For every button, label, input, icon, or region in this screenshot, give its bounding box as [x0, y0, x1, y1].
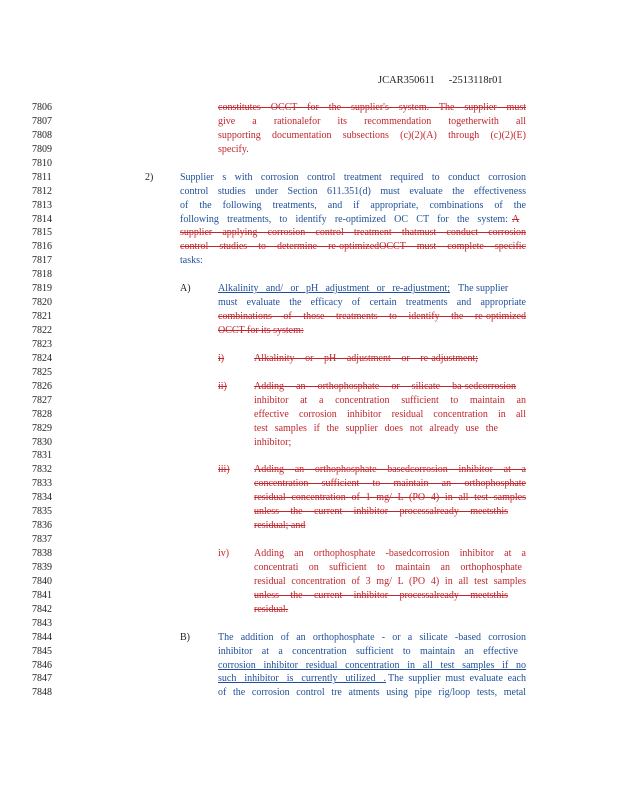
changed-text: inhibitor; [254, 436, 292, 448]
line-7807 [0, 115, 618, 129]
deleted-text: control studies to determine re-optimizedOCCT must complete specific [180, 241, 526, 253]
line-number: 7821 [32, 311, 52, 323]
line-number: 7841 [32, 589, 52, 601]
line-number: 7836 [32, 520, 52, 532]
line-7808 [0, 129, 618, 143]
deleted-text: residual concentration of 1 mg/ L (PO 4) in all test samples [254, 492, 526, 504]
line-7819 [0, 282, 618, 296]
line-7846 [0, 659, 618, 673]
line-number: 7826 [32, 380, 52, 392]
line-number: 7811 [32, 171, 52, 183]
line-7845 [0, 645, 618, 659]
line-number: 7817 [32, 255, 52, 267]
changed-text: test samples if the supplier does not already use the [254, 422, 498, 434]
body-text: inhibitor at a concentration sufficient to maintain an effective [218, 645, 518, 657]
body-text: of the corrosion control tre atments using pipe rig/loop tests, metal [218, 687, 526, 699]
line-number: 7845 [32, 645, 52, 657]
line-7810 [0, 157, 618, 171]
body-text: following treatments, to identify re-optimized OC CT for the system: [180, 213, 508, 225]
line-7843 [0, 617, 618, 631]
body-text: must evaluate the efficacy of certain treatments and appropriate [218, 297, 526, 309]
line-7844 [0, 631, 618, 645]
document-header [378, 75, 503, 86]
line-7820 [0, 296, 618, 310]
deleted-text: Alkalinity or pH adjustment or re-adjustment; [254, 352, 478, 364]
line-7833 [0, 477, 618, 491]
deleted-text: unless the current inhibitor processalready meetsthis [254, 589, 508, 601]
body-text: Supplier s with corrosion control treatment required to conduct corrosion [180, 171, 526, 183]
line-number: 7823 [32, 338, 52, 350]
deleted-text: Adding an orthophosphate or silicate ba-sedcorrosion [254, 380, 516, 392]
line-7815 [0, 226, 618, 240]
deleted-text: unless the current inhibitor processalready meetsthis [254, 506, 508, 518]
line-number: 7806 [32, 102, 52, 113]
line-7812 [0, 185, 618, 199]
line-number: 7846 [32, 659, 52, 671]
line-7823 [0, 338, 618, 352]
line-7809 [0, 143, 618, 157]
line-number: 7843 [32, 617, 52, 629]
line-7817 [0, 254, 618, 268]
line-number: 7832 [32, 464, 52, 476]
line-number: 7848 [32, 687, 52, 699]
line-number: 7834 [32, 492, 52, 504]
line-number: 7816 [32, 241, 52, 253]
changed-text: inhibitor at a concentration sufficient to maintain an [254, 394, 526, 406]
deleted-text: combinations of those treatments to identify the re-optimized [218, 311, 526, 323]
line-7847 [0, 672, 618, 686]
changed-text: concentrati on sufficient to maintain an orthophosphate [254, 561, 522, 573]
line-number: 7831 [32, 450, 52, 462]
line-number: 7807 [32, 115, 52, 127]
line-number: 7838 [32, 548, 52, 559]
line-number: 7825 [32, 366, 52, 378]
item-marker-i: i) [218, 352, 225, 364]
line-7822 [0, 324, 618, 338]
line-number: 7842 [32, 603, 52, 615]
line-7818 [0, 268, 618, 282]
line-7806 [0, 101, 618, 115]
deleted-text: A [512, 213, 520, 225]
line-7816 [0, 240, 618, 254]
line-7825 [0, 366, 618, 380]
line-number: 7829 [32, 422, 52, 434]
deleted-text: constitutes OCCT for the supplier's system. The supplier must [218, 102, 526, 113]
line-number: 7814 [32, 213, 52, 225]
line-number: 7818 [32, 269, 52, 281]
line-number: 7830 [32, 436, 52, 448]
line-7837 [0, 533, 618, 547]
line-7839 [0, 561, 618, 575]
line-7830 [0, 436, 618, 450]
line-number: 7844 [32, 631, 52, 643]
document-code: JCAR350611 [378, 75, 435, 86]
body-text: The supplier must evaluate each [388, 673, 526, 685]
line-number: 7813 [32, 199, 52, 211]
deleted-text: Adding an orthophosphate basedcorrosion inhibitor at a [254, 464, 526, 476]
line-number: 7812 [32, 185, 52, 197]
line-7841 [0, 589, 618, 603]
item-marker-a: A) [180, 283, 191, 295]
line-number: 7840 [32, 575, 52, 587]
changed-text: effective corrosion inhibitor residual concentration in all [254, 408, 526, 420]
line-7821 [0, 310, 618, 324]
line-number: 7808 [32, 129, 52, 141]
line-number: 7833 [32, 478, 52, 490]
inserted-text: Alkalinity and/ or pH adjustment or re-adjustment; [218, 283, 450, 295]
line-7842 [0, 603, 618, 617]
line-7814 [0, 213, 618, 227]
body-text: The supplier [458, 283, 509, 295]
document-revision: -2513118r01 [448, 75, 503, 86]
body-text: tasks: [180, 255, 203, 267]
changed-text: supporting documentation subsections (c)(2)(A) through (c)(2)(E) [218, 129, 526, 141]
body-text: of the following treatments, and if appropriate, combinations of the [180, 199, 526, 211]
line-number: 7820 [32, 297, 52, 309]
line-7838 [0, 547, 618, 561]
body-text: The addition of an orthophosphate - or a silicate -based corrosion [218, 631, 526, 643]
line-number: 7837 [32, 534, 52, 546]
inserted-text: corrosion inhibitor residual concentration in all test samples if no [218, 659, 526, 671]
item-marker-2: 2) [145, 171, 154, 183]
inserted-text: such inhibitor is currently utilized . [218, 673, 386, 685]
changed-text: Adding an orthophosphate -basedcorrosion inhibitor at a [254, 548, 526, 559]
line-7831 [0, 449, 618, 463]
line-7811 [0, 171, 618, 185]
line-number: 7847 [32, 673, 52, 685]
line-7824 [0, 352, 618, 366]
line-number: 7835 [32, 506, 52, 518]
changed-text: residual concentration of 3 mg/ L (PO 4) in all test samples [254, 575, 526, 587]
line-number: 7810 [32, 157, 52, 169]
line-7848 [0, 686, 618, 700]
deleted-text: residual; and [254, 520, 306, 532]
item-marker-iii: iii) [218, 464, 230, 476]
line-7829 [0, 422, 618, 436]
line-number: 7822 [32, 325, 52, 336]
line-7836 [0, 519, 618, 533]
item-marker-iv: iv) [218, 548, 230, 559]
line-number: 7809 [32, 143, 52, 155]
line-7826 [0, 380, 618, 394]
line-7834 [0, 491, 618, 505]
changed-text: give a rationalefor its recommendation togetherwith all [218, 115, 526, 127]
line-number: 7828 [32, 408, 52, 420]
line-7827 [0, 394, 618, 408]
document-body [0, 101, 618, 700]
line-7832 [0, 463, 618, 477]
deleted-text: OCCT for its system: [218, 325, 304, 336]
body-text: control studies under Section 611.351(d) must evaluate the effectiveness [180, 185, 526, 197]
line-number: 7819 [32, 283, 52, 295]
line-number: 7827 [32, 394, 52, 406]
item-marker-b: B) [180, 631, 190, 643]
changed-text: specify. [218, 143, 249, 155]
line-7835 [0, 505, 618, 519]
deleted-text: supplier applying corrosion control treatment thatmust conduct corrosion [180, 227, 526, 239]
line-7840 [0, 575, 618, 589]
deleted-text: concentration sufficient to maintain an orthophosphate [254, 478, 526, 490]
line-7828 [0, 408, 618, 422]
line-number: 7839 [32, 561, 52, 573]
line-number: 7824 [32, 352, 52, 364]
line-7813 [0, 199, 618, 213]
line-number: 7815 [32, 227, 52, 239]
deleted-text: residual. [254, 603, 289, 615]
item-marker-ii: ii) [218, 380, 227, 392]
